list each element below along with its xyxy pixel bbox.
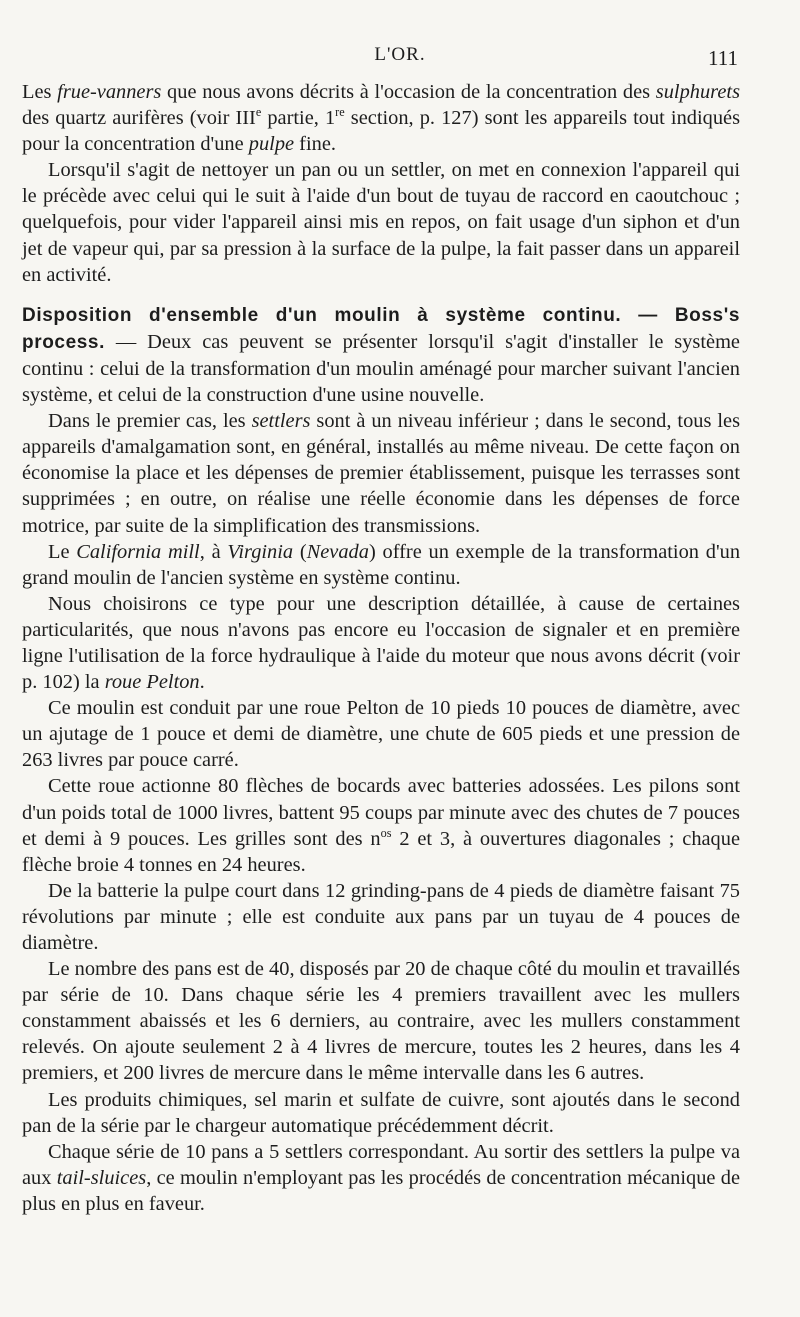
paragraph: Chaque série de 10 pans a 5 settlers correspondant. Au sortir des settlers la pulpe va aux tail-sluices, ce moulin n'employant pas les procédés de concentration mécanique de plus en plus en faveur. xyxy=(22,1140,740,1215)
page-body xyxy=(22,79,740,1217)
section-paragraph: Disposition d'ensemble d'un moulin à système continu. — Boss's process. — Deux cas peuvent se présenter lorsqu'il s'agit d'installer le système continu : celui de la transformation d'un moulin aménagé pour marcher suivant l'ancien système, et celui de la construction d'une usine nouvelle. xyxy=(22,304,740,407)
page-header xyxy=(0,44,800,74)
page-number: 111 xyxy=(708,46,738,70)
paragraph: De la batterie la pulpe court dans 12 grinding-pans de 4 pieds de diamètre faisant 75 révolutions par minute ; elle est conduite aux pans par un tuyau de 4 pouces de diamètre. xyxy=(22,879,740,954)
paragraph: Ce moulin est conduit par une roue Pelton de 10 pieds 10 pouces de diamètre, avec un ajutage de 1 pouce et demi de diamètre, une chute de 605 pieds et une pression de 263 livres par pouce carré. xyxy=(22,697,740,772)
paragraph: Lorsqu'il s'agit de nettoyer un pan ou un settler, on met en connexion l'appareil qui le précède avec celui qui le suit à l'aide d'un bout de tuyau de raccord en caoutchouc ; quelquefois, pour vider l'appareil ainsi mis en repos, on fait usage d'un siphon et d'un jet de vapeur qui, par sa pression à la surface de la pulpe, la fait passer dans un appareil en activité. xyxy=(22,159,740,286)
paragraph: Les frue-vanners que nous avons décrits à l'occasion de la concentration des sulphurets des quartz aurifères (voir IIIe partie, 1re section, p. 127) sont les appareils tout indiqués pour la concentration d'une pulpe fine. xyxy=(22,81,741,156)
paragraph: Nous choisirons ce type pour une description détaillée, à cause de certaines particularités, que nous n'avons pas encore eu l'occasion de signaler et en première ligne l'utilisation de la force hydraulique à l'aide du moteur que nous avons décrit (voir p. 102) la roue Pelton. xyxy=(22,592,740,694)
paragraph: Les produits chimiques, sel marin et sulfate de cuivre, sont ajoutés dans le second pan de la série par le chargeur automatique précédemment décrit. xyxy=(22,1088,740,1137)
paragraph: Dans le premier cas, les settlers sont à un niveau inférieur ; dans le second, tous les appareils d'amalgamation sont, en général, installés au même niveau. De cette façon on économise la place et les dépenses de premier établissement, puisque les terrasses sont supprimées ; en outre, on réalise une réelle économie dans les dépenses de force motrice, par suite de la simplification des transmissions. xyxy=(22,410,741,537)
section-heading: Disposition d'ensemble d'un moulin à système continu. — Boss's process. xyxy=(22,304,740,353)
paragraph: Le nombre des pans est de 40, disposés par 20 de chaque côté du moulin et travaillés par série de 10. Dans chaque série les 4 premiers travaillent avec les mullers constamment abaissés et les 6 derniers, au contraire, avec les mullers constamment relevés. On ajoute seulement 2 à 4 livres de mercure, toutes les 2 heures, dans les 4 premiers, et 200 livres de mercure dans le même intervalle dans les 6 autres. xyxy=(22,958,740,1085)
paragraph: Le California mill, à Virginia (Nevada) offre un exemple de la transformation d'un grand moulin de l'ancien système en système continu. xyxy=(22,540,741,589)
paragraph: Cette roue actionne 80 flèches de bocards avec batteries adossées. Les pilons sont d'un poids total de 1000 livres, battent 95 coups par minute avec des chutes de 7 pouces et demi à 9 pouces. Les grilles sont des $n^{os}$ 2 et 3, à ouvertures diagonales ; chaque flèche broie 4 tonnes en 24 heures. xyxy=(22,775,741,876)
running-title: L'OR. xyxy=(374,44,426,65)
